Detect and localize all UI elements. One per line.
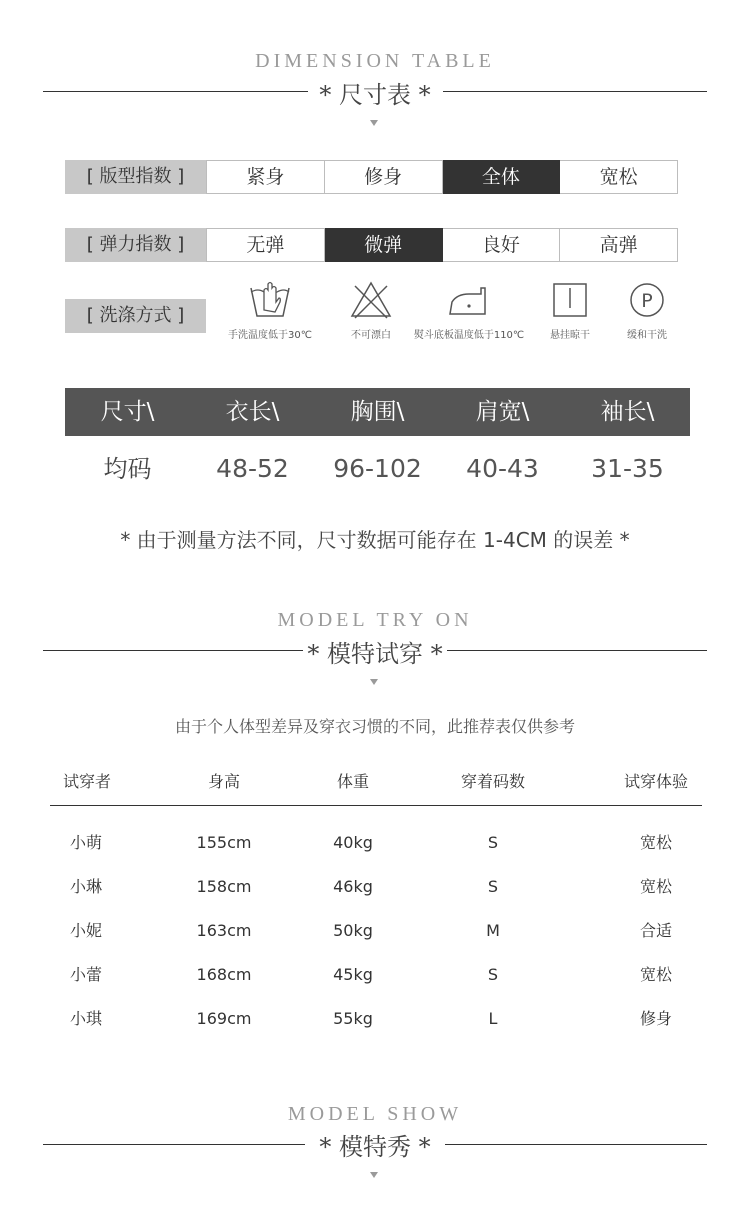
no-bleach-icon [349, 280, 393, 320]
fit-option: 修身 [325, 160, 443, 194]
fit-index-options [206, 160, 678, 194]
hand-wash-icon [248, 280, 292, 320]
size-cell: 40-43 [466, 454, 539, 483]
tryon-cell: 宽松 [639, 877, 672, 896]
washing-label: [ 洗涤方式 ] [65, 299, 206, 333]
tryon-cell: S [487, 877, 499, 896]
tryon-cell: S [487, 965, 499, 984]
tryon-cell: 小琪 [69, 1009, 102, 1028]
tryon-header-cell: 试穿体验 [623, 772, 688, 791]
tryon-cell: 小蕾 [69, 965, 102, 984]
tryon-cell: 修身 [639, 1009, 672, 1028]
stretch-option: 良好 [443, 228, 561, 262]
table-row [50, 916, 702, 946]
size-cell: 96-102 [333, 454, 422, 483]
size-header-cell: 尺寸\ [100, 399, 155, 425]
tryon-cell: 宽松 [639, 833, 672, 852]
stretch-index-label: [ 弹力指数 ] [65, 228, 206, 262]
size-cell: 48-52 [216, 454, 289, 483]
table-row [50, 872, 702, 902]
table-divider [50, 805, 702, 806]
fit-option: 宽松 [560, 160, 678, 194]
tryon-cell: 169cm [196, 1009, 252, 1028]
measurement-note: * 由于测量方法不同，尺寸数据可能存在 1-4CM 的误差 * [120, 528, 630, 552]
table-row [50, 828, 702, 858]
size-header-cell: 肩宽\ [475, 399, 530, 425]
tryon-cell: 宽松 [639, 965, 672, 984]
table-row [50, 960, 702, 990]
wash-text: 不可漂白 [351, 330, 391, 341]
chevron-down-icon [370, 120, 378, 126]
dimension-title-en: DIMENSION TABLE [255, 50, 495, 72]
size-header-cell: 衣长\ [225, 399, 280, 425]
wash-text: 悬挂晾干 [550, 330, 590, 341]
tryon-header-cell: 体重 [336, 772, 369, 791]
modelshow-title-en: MODEL SHOW [287, 1103, 463, 1125]
wash-text: 熨斗底板温度低于110℃ [413, 330, 525, 341]
stretch-option: 高弹 [560, 228, 678, 262]
size-header-cell: 胸围\ [350, 399, 405, 425]
tryon-cell: 小妮 [69, 921, 102, 940]
tryon-title-cn: * 模特试穿 * [307, 640, 443, 668]
tryon-cell: 45kg [333, 965, 373, 984]
tryon-cell: M [486, 921, 500, 940]
fit-option-selected: 全体 [443, 160, 561, 194]
iron-icon [447, 280, 491, 320]
tryon-cell: 小萌 [69, 833, 102, 852]
modelshow-title-cn: * 模特秀 * [319, 1133, 431, 1161]
dimension-title-cn: * 尺寸表 * [319, 81, 431, 109]
tryon-cell: L [488, 1009, 498, 1028]
svg-text:P: P [641, 290, 653, 312]
tryon-cell: 163cm [196, 921, 252, 940]
tryon-title-en: MODEL TRY ON [277, 609, 473, 631]
tryon-cell: 40kg [333, 833, 373, 852]
tryon-table-header [50, 767, 702, 797]
stretch-option-selected: 微弹 [325, 228, 443, 262]
tryon-cell: 46kg [333, 877, 373, 896]
tryon-cell: 168cm [196, 965, 252, 984]
tryon-cell: 155cm [196, 833, 252, 852]
fit-index-label: [ 版型指数 ] [65, 160, 206, 194]
tryon-cell: 合适 [639, 921, 672, 940]
tryon-cell: S [487, 833, 499, 852]
chevron-down-icon [370, 1172, 378, 1178]
tryon-cell: 158cm [196, 877, 252, 896]
hang-dry-icon [548, 280, 592, 320]
size-cell: 31-35 [591, 454, 664, 483]
tryon-header-cell: 试穿者 [62, 772, 111, 791]
tryon-cell: 55kg [333, 1009, 373, 1028]
tryon-header-cell: 穿着码数 [460, 772, 525, 791]
tryon-cell: 小琳 [69, 877, 102, 896]
size-cell: 均码 [103, 455, 152, 483]
size-table-header [65, 388, 690, 436]
wash-item [587, 280, 707, 341]
size-header-cell: 袖长\ [600, 399, 655, 425]
stretch-option: 无弹 [206, 228, 325, 262]
dry-clean-p-icon [625, 280, 669, 320]
size-table-row [65, 448, 690, 490]
stretch-index-options [206, 228, 678, 262]
tryon-cell: 50kg [333, 921, 373, 940]
wash-text: 手洗温度低于30℃ [228, 330, 312, 341]
chevron-down-icon [370, 679, 378, 685]
wash-text: 缓和干洗 [627, 330, 667, 341]
tryon-subtitle: 由于个人体型差异及穿衣习惯的不同，此推荐表仅供参考 [174, 717, 575, 736]
fit-option: 紧身 [206, 160, 325, 194]
table-row [50, 1004, 702, 1034]
tryon-header-cell: 身高 [207, 772, 240, 791]
